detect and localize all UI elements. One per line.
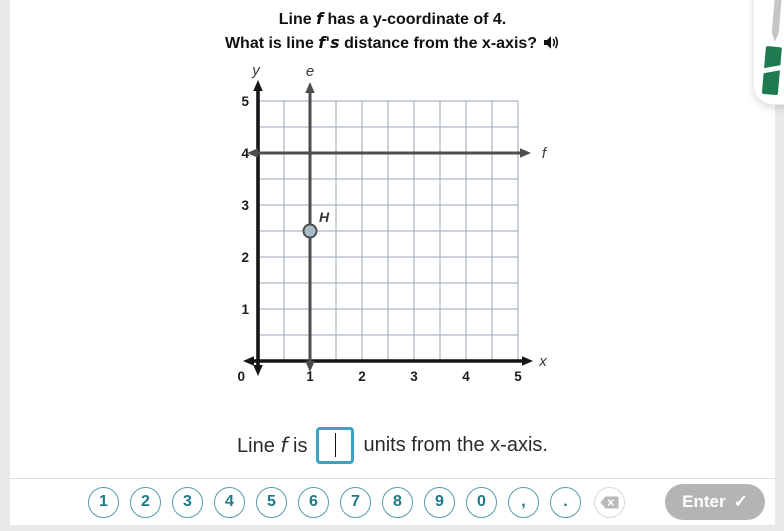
activity-panel [10,0,775,525]
keypad-keys [88,487,581,518]
answer-prefix [237,433,307,458]
text-run: Line [237,434,281,457]
keypad-key-4[interactable]: 4 [214,487,245,518]
question-line-2 [225,35,537,52]
svg-text:e: e [305,63,315,80]
text-run: What is line [224,35,319,52]
keypad-key-9[interactable]: 9 [424,487,455,518]
keypad-key-comma[interactable]: , [508,487,539,518]
math-variable: f [316,9,324,28]
svg-text:1: 1 [241,302,249,317]
text-run: is [287,434,308,457]
answer-suffix: units from the x-axis. [363,433,548,456]
svg-text:3: 3 [410,369,418,384]
coordinate-grid [225,60,565,394]
enter-label: Enter [682,492,726,511]
svg-text:f: f [541,145,547,162]
keypad-key-decimal[interactable]: . [550,487,581,518]
svg-text:x: x [539,353,547,370]
answer-input[interactable] [316,427,354,464]
text-run: distance from the x-axis? [339,35,538,52]
svg-text:0: 0 [237,369,245,384]
keypad-key-1[interactable]: 1 [88,487,119,518]
text-caret [335,433,337,457]
svg-text:4: 4 [241,146,249,161]
math-variable: f [280,432,288,457]
keypad-key-3[interactable]: 3 [172,487,203,518]
svg-text:5: 5 [514,369,522,384]
math-variable: f's [318,33,340,52]
svg-text:y: y [252,62,260,79]
svg-text:2: 2 [358,369,366,384]
keypad-key-5[interactable]: 5 [256,487,287,518]
enter-button[interactable] [665,484,765,520]
answer-sentence [10,424,775,466]
speaker-icon[interactable] [543,34,560,57]
keypad-key-2[interactable]: 2 [130,487,161,518]
marker-icon [760,0,784,100]
backspace-button[interactable] [594,487,625,518]
question-line-1 [10,7,775,31]
keypad-key-0[interactable]: 0 [466,487,497,518]
svg-text:2: 2 [241,250,249,265]
keypad-key-7[interactable]: 7 [340,487,371,518]
question [10,7,775,57]
backspace-icon [600,496,619,509]
text-run: has a y-coordinate of 4. [323,11,507,28]
svg-text:1: 1 [306,369,314,384]
svg-text:4: 4 [462,369,470,384]
text-run: Line [278,11,317,28]
check-icon: ✓ [733,492,748,511]
point-H [304,225,317,238]
svg-text:H: H [319,209,330,225]
keypad-key-8[interactable]: 8 [382,487,413,518]
svg-text:5: 5 [241,94,249,109]
svg-text:3: 3 [241,198,249,213]
keypad-key-6[interactable]: 6 [298,487,329,518]
number-pad [10,478,775,525]
marker-tool-flyout[interactable] [753,0,784,105]
